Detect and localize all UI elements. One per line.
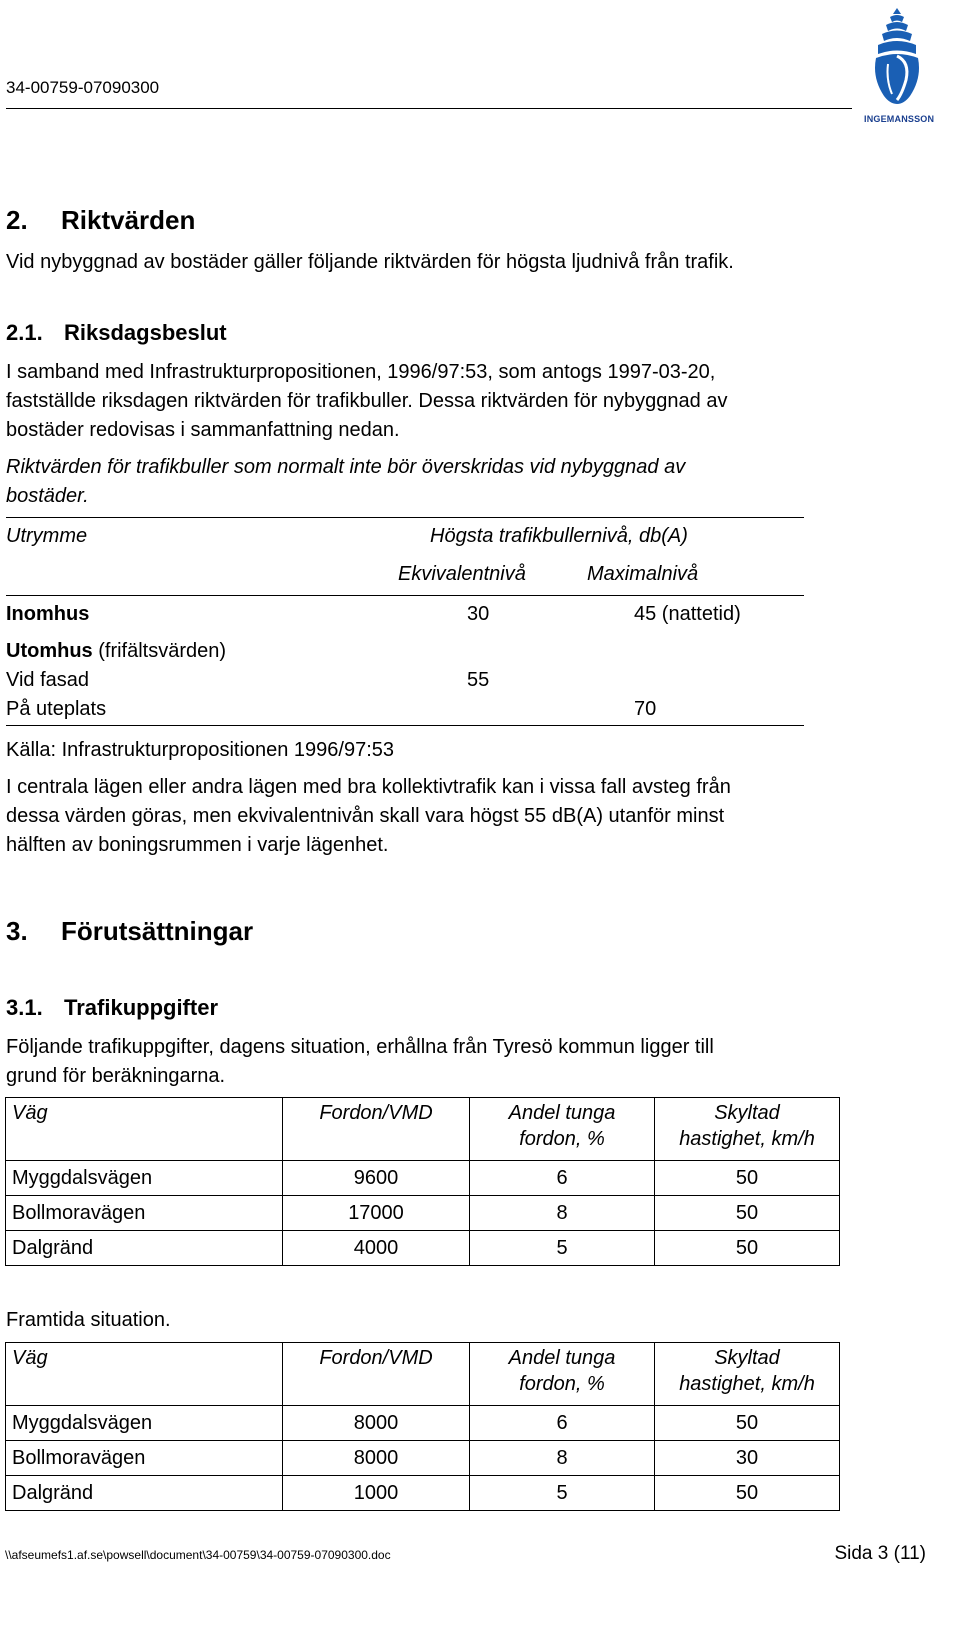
paragraph-line: hälften av boningsrummen i varje lägenhet.: [6, 834, 389, 856]
row-facade-equivalent: 55: [467, 669, 490, 691]
paragraph-line: dessa värden göras, men ekvivalentnivån skall vara högst 55 dB(A) utanför minst: [6, 805, 725, 827]
row-patio-maximum: 70: [634, 698, 657, 720]
cell-speed: 50: [655, 1161, 840, 1196]
footer-file-path: \\afseumefs1.af.se\powsell\document\34-00759\34-00759-07090300.doc: [5, 1548, 391, 1562]
section-3-heading: [6, 916, 253, 947]
cell-speed: 50: [655, 1231, 840, 1266]
table-row: [6, 1161, 840, 1196]
header-line: fordon, %: [519, 1373, 605, 1395]
header-road: Väg: [6, 1098, 283, 1161]
header-divider: [6, 108, 852, 109]
header-line: hastighet, km/h: [679, 1128, 815, 1150]
header-vmd: Fordon/VMD: [283, 1098, 470, 1161]
paragraph-line: bostäder redovisas i sammanfattning nedan.: [6, 419, 400, 441]
header-road: Väg: [6, 1343, 283, 1406]
cell-road: Bollmoravägen: [6, 1196, 283, 1231]
limits-caption: [6, 453, 685, 511]
header-line: Skyltad: [714, 1347, 780, 1369]
caption-line: bostäder.: [6, 485, 89, 507]
caption-line: Riktvärden för trafikbuller som normalt inte bör överskridas vid nybyggnad av: [6, 456, 686, 478]
cell-speed: 50: [655, 1406, 840, 1441]
cell-heavy: 5: [470, 1476, 655, 1511]
cell-road: Myggdalsvägen: [6, 1161, 283, 1196]
header-line: Skyltad: [714, 1102, 780, 1124]
cell-vmd: 8000: [283, 1406, 470, 1441]
shell-icon: [864, 4, 930, 108]
header-vmd: Fordon/VMD: [283, 1343, 470, 1406]
section-number: 3.1.: [6, 995, 43, 1020]
table-row: [6, 1476, 840, 1511]
table-header-rule: [6, 595, 804, 596]
section-title: Trafikuppgifter: [64, 995, 219, 1020]
header-speed: [655, 1098, 840, 1161]
cell-vmd: 8000: [283, 1441, 470, 1476]
col-header-room: Utrymme: [6, 525, 88, 547]
header-line: fordon, %: [519, 1128, 605, 1150]
header-heavy: [470, 1098, 655, 1161]
table-header-row: [6, 1343, 840, 1406]
header-line: hastighet, km/h: [679, 1373, 815, 1395]
logo-wordmark: INGEMANSSON: [864, 114, 935, 124]
cell-vmd: 1000: [283, 1476, 470, 1511]
footer-page-number: Sida 3 (11): [834, 1543, 926, 1564]
cell-vmd: 17000: [283, 1196, 470, 1231]
cell-heavy: 6: [470, 1406, 655, 1441]
cell-speed: 30: [655, 1441, 840, 1476]
table-row: [6, 1441, 840, 1476]
cell-road: Dalgränd: [6, 1231, 283, 1266]
row-indoor-equivalent: 30: [467, 603, 490, 625]
cell-road: Myggdalsvägen: [6, 1406, 283, 1441]
col-header-equivalent: Ekvivalentnivå: [398, 563, 526, 585]
section-2-intro: Vid nybyggnad av bostäder gäller följande riktvärden för högsta ljudnivå från trafik.: [6, 251, 734, 273]
section-title: Riksdagsbeslut: [64, 320, 227, 345]
section-2-heading: [6, 205, 195, 236]
row-outdoor-label: [6, 640, 226, 663]
section-title: Riktvärden: [61, 205, 196, 235]
cell-speed: 50: [655, 1196, 840, 1231]
header-line: Andel tunga: [508, 1102, 616, 1124]
table-row: [6, 1231, 840, 1266]
paragraph-line: I samband med Infrastrukturpropositionen, 1996/97:53, som antogs 1997-03-20,: [6, 361, 716, 383]
table-header-row: [6, 1098, 840, 1161]
section-number: 2.1.: [6, 320, 43, 345]
deviation-paragraph: [6, 773, 731, 860]
section-2-1-heading: [6, 320, 227, 346]
cell-heavy: 6: [470, 1161, 655, 1196]
traffic-table-future: [5, 1342, 840, 1511]
header-speed: [655, 1343, 840, 1406]
section-2-1-paragraph: [6, 358, 727, 445]
table-top-rule: [6, 517, 804, 518]
outdoor-note: (frifältsvärden): [98, 640, 227, 662]
paragraph-line: fastställde riksdagen riktvärden för trafikbuller. Dessa riktvärden för nybyggnad av: [6, 390, 728, 412]
paragraph-line: Följande trafikuppgifter, dagens situation, erhållna från Tyresö kommun ligger till: [6, 1036, 714, 1058]
section-title: Förutsättningar: [61, 916, 254, 946]
cell-road: Bollmoravägen: [6, 1441, 283, 1476]
row-patio-label: På uteplats: [6, 698, 107, 720]
table-bottom-rule: [6, 725, 804, 726]
cell-road: Dalgränd: [6, 1476, 283, 1511]
document-number: 34-00759-07090300: [6, 78, 160, 97]
header-line: Andel tunga: [508, 1347, 616, 1369]
col-header-group: Högsta trafikbullernivå, db(A): [430, 525, 688, 547]
col-header-maximum: Maximalnivå: [587, 563, 699, 585]
future-situation-label: Framtida situation.: [6, 1309, 171, 1331]
cell-heavy: 5: [470, 1231, 655, 1266]
cell-heavy: 8: [470, 1441, 655, 1476]
section-number: 3.: [6, 916, 28, 946]
section-3-1-heading: [6, 995, 218, 1021]
limits-source: Källa: Infrastrukturpropositionen 1996/97:53: [6, 739, 395, 761]
traffic-table-current: [5, 1097, 840, 1266]
paragraph-line: I centrala lägen eller andra lägen med bra kollektivtrafik kan i vissa fall avsteg från: [6, 776, 731, 798]
section-number: 2.: [6, 205, 28, 235]
section-3-1-paragraph: [6, 1033, 714, 1091]
outdoor-label: Utomhus: [6, 640, 93, 662]
row-facade-label: Vid fasad: [6, 669, 90, 691]
cell-speed: 50: [655, 1476, 840, 1511]
paragraph-line: grund för beräkningarna.: [6, 1065, 226, 1087]
row-indoor-maximum: 45 (nattetid): [634, 603, 741, 625]
cell-vmd: 4000: [283, 1231, 470, 1266]
company-logo: [864, 4, 935, 124]
table-row: [6, 1406, 840, 1441]
cell-heavy: 8: [470, 1196, 655, 1231]
cell-vmd: 9600: [283, 1161, 470, 1196]
row-indoor-label: Inomhus: [6, 603, 90, 625]
header-heavy: [470, 1343, 655, 1406]
table-row: [6, 1196, 840, 1231]
